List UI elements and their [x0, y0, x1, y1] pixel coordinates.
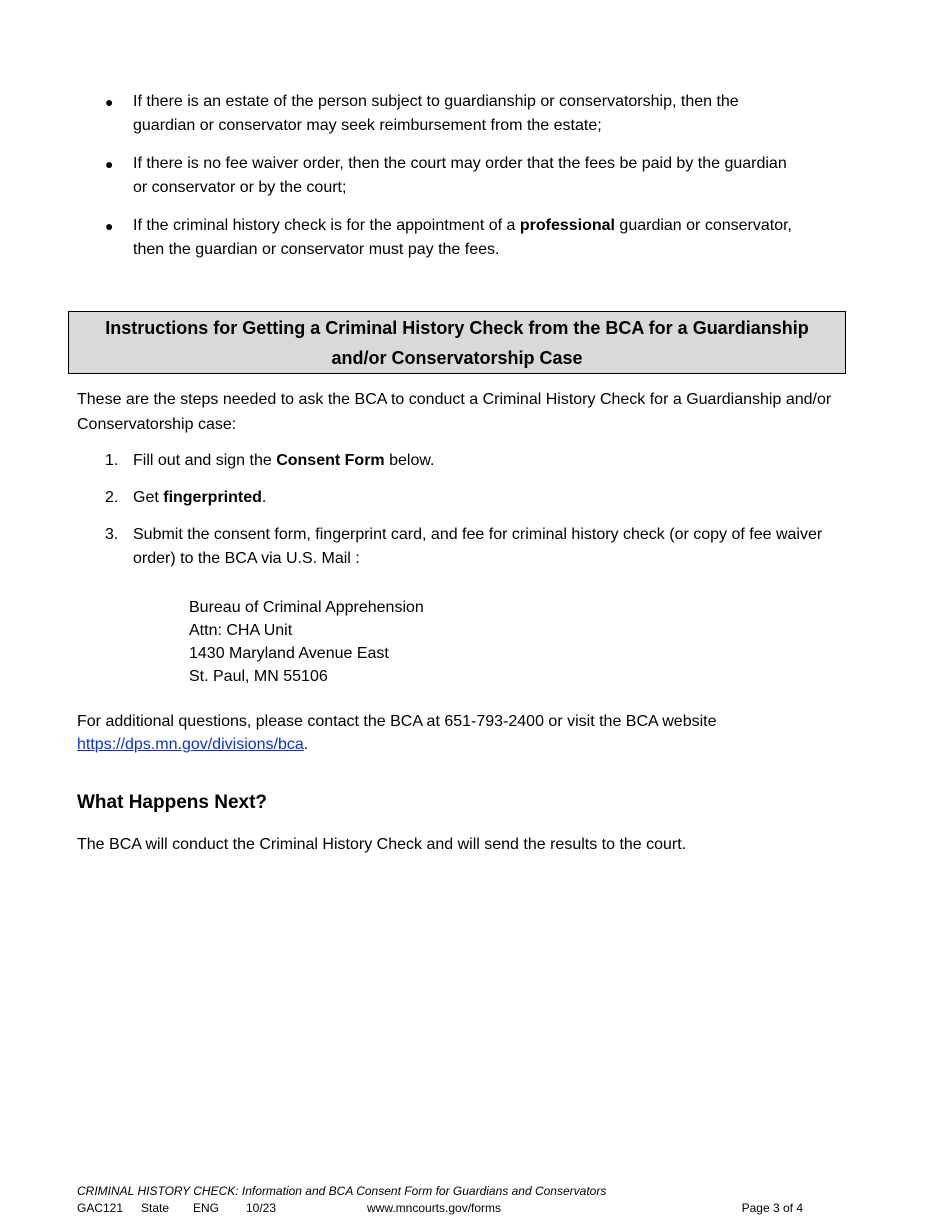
form-scope: State [141, 1201, 170, 1215]
steps-list [77, 449, 837, 571]
bullet-list [105, 90, 805, 262]
step-item [77, 449, 837, 473]
contact-punct: . [303, 736, 309, 753]
bullet-icon: ● [105, 156, 114, 172]
step-item [77, 523, 837, 571]
bullet-text: If the criminal history check is for the appointment of a [133, 217, 520, 234]
bullet-icon: ● [105, 218, 114, 234]
step-number: 3. [105, 526, 119, 543]
list-item [105, 90, 805, 138]
next-paragraph: The BCA will conduct the Criminal History Check and will send the results to the court. [77, 836, 687, 853]
mailing-address [189, 596, 424, 688]
form-code: GAC121 [77, 1201, 124, 1215]
step-text: Get [133, 489, 164, 506]
bullet-text: If there is no fee waiver order, then the court may order that the fees be paid by the guardian or conservator or by the court; [133, 155, 787, 196]
page-footer [77, 1184, 807, 1217]
form-date: 10/23 [246, 1201, 277, 1215]
list-item [105, 214, 805, 262]
next-heading: What Happens Next? [77, 792, 268, 813]
footer-row [77, 1201, 807, 1217]
step-number: 2. [105, 489, 119, 506]
step-text-cont: below. [384, 452, 435, 469]
address-line: Attn: CHA Unit [189, 622, 293, 639]
bullet-icon: ● [105, 94, 114, 110]
contact-paragraph [77, 710, 837, 756]
form-language: ENG [193, 1201, 220, 1215]
address-line: 1430 Maryland Avenue East [189, 645, 389, 662]
section-title: Instructions for Getting a Criminal History Check from the BCA for a Guardianship and/or Conservatorship Case [105, 317, 809, 368]
section-heading [68, 311, 846, 374]
bullet-text: If there is an estate of the person subject to guardianship or conservatorship, then the guardian or conservator may seek reimbursement from the estate; [133, 93, 739, 134]
bullet-bold-text: professional [519, 217, 615, 234]
address-line: St. Paul, MN 55106 [189, 668, 328, 685]
bca-website-link[interactable]: https://dps.mn.gov/divisions/bca [77, 736, 304, 753]
contact-text: For additional questions, please contact the BCA at 651-793-2400 or visit the BCA website [77, 713, 717, 730]
bullet-text-cont: guardian or conservator, then the guardian or conservator must pay the fees. [133, 217, 792, 258]
forms-url: www.mncourts.gov/forms [367, 1201, 502, 1215]
step-number: 1. [105, 452, 119, 469]
step-text-cont: . [261, 489, 267, 506]
step-text: Submit the consent form, fingerprint card, and fee for criminal history check (or copy of fee waiver order) to the BCA via U.S. Mail : [133, 526, 823, 567]
list-item [105, 152, 805, 200]
step-bold-text: fingerprinted [163, 489, 262, 506]
step-item [77, 486, 837, 510]
page-number: Page 3 of 4 [741, 1201, 803, 1215]
step-bold-text: Consent Form [276, 452, 385, 469]
footer-title: CRIMINAL HISTORY CHECK: Information and BCA Consent Form for Guardians and Conservators [77, 1184, 607, 1198]
intro-paragraph: These are the steps needed to ask the BCA to conduct a Criminal History Check for a Guardianship and/or Conservatorship case: [77, 391, 832, 433]
address-line: Bureau of Criminal Apprehension [189, 599, 424, 616]
step-text: Fill out and sign the [133, 452, 277, 469]
